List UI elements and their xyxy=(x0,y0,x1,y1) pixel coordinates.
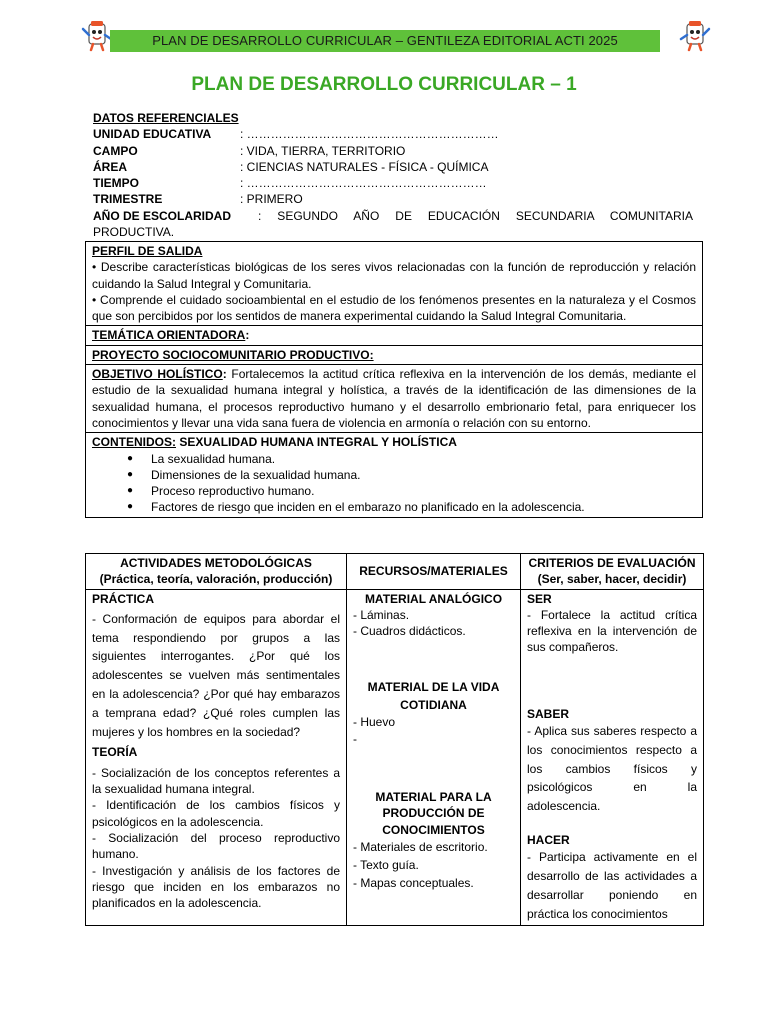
teoria-item: - Socialización del proceso reproductivo humano. xyxy=(92,830,340,862)
ref-row-campo: CAMPO : VIDA, TIERRA, TERRITORIO xyxy=(93,143,406,158)
produccion-heading: MATERIAL PARA LA PRODUCCIÓN DE CONOCIMIENTOS xyxy=(375,790,492,837)
ref-row-anio: AÑO DE ESCOLARIDAD : SEGUNDO AÑO DE EDUCACIÓN SECUNDARIA COMUNITARIA xyxy=(93,208,693,223)
teoria-heading: TEORÍA xyxy=(92,745,138,760)
refs-heading: DATOS REFERENCIALES xyxy=(93,111,239,125)
mascot-logo-right-icon xyxy=(678,18,712,52)
hacer-text: - Participa activamente en el desarrollo de las actividades a desarrollar poniendo en práctica los conocimientos xyxy=(527,850,697,921)
col-header-recursos: RECURSOS/MATERIALES xyxy=(347,554,521,590)
list-item: ● Factores de riesgo que inciden en el embarazo no planificado en la adolescencia. xyxy=(127,499,696,515)
datos-referenciales xyxy=(93,110,693,240)
analogico-heading: MATERIAL ANALÓGICO xyxy=(364,591,503,606)
recurso-item: - Huevo xyxy=(353,715,396,730)
practica-heading: PRÁCTICA xyxy=(92,591,154,606)
criterios-cell xyxy=(521,589,704,925)
col-header-actividades: ACTIVIDADES METODOLÓGICAS (Práctica, teoría, valoración, producción) xyxy=(86,554,347,590)
perfil-heading: PERFIL DE SALIDA xyxy=(92,244,203,258)
hacer-heading: HACER xyxy=(527,833,570,848)
teoria-item: - Identificación de los cambios físicos y psicológicos en la adolescencia. xyxy=(92,798,340,829)
cotidiana-heading: MATERIAL DE LA VIDA COTIDIANA xyxy=(367,680,500,712)
practica-text: - Conformación de equipos para abordar el tema respondiendo por grupos a las siguientes interrogantes. ¿Por qué los adolescentes se vuelven más sentimentales en la adolescencia? ¿Por qué hay embarazos a temprana edad? ¿Qué roles cumplen las mujeres y los hombres en la sociedad? xyxy=(92,611,340,739)
teoria-item: - Socialización de los conceptos referentes a la sexualidad humana integral. xyxy=(92,765,340,797)
recursos-cell xyxy=(347,589,521,925)
ref-row-trimestre: TRIMESTRE : PRIMERO xyxy=(93,192,303,207)
activities-table xyxy=(85,553,704,926)
page-title: PLAN DE DESARROLLO CURRICULAR – 1 xyxy=(191,74,577,95)
recurso-item: - Mapas conceptuales. xyxy=(353,875,474,890)
list-item: ● Proceso reproductivo humano. xyxy=(127,483,696,499)
objetivo-cell: OBJETIVO HOLÍSTICO: Fortalecemos la actitud crítica reflexiva en la intervención de los demás, mediante el estudio de la sexualidad humana integral y holística, a través de la identificación de las dimensiones de la sexualidad humana, el procesos reproductivo humano y el desarrollo embrionario fetal, para enriquecer los conocimientos y llevar una vida sana fuera de violencia en armonía o relación con su entorno. xyxy=(86,365,703,433)
ref-row-tiempo: TIEMPO : …………………………………………………… xyxy=(93,176,487,191)
perfil-item: • Comprende el cuidado socioambiental en el estudio de los fenómenos presentes en la naturaleza y el Cosmos que son percibidos por los sentidos de manera experimental cuidando la Salud Integral Comunitaria. xyxy=(92,292,696,324)
ref-row-area: ÁREA : CIENCIAS NATURALES - FÍSICA - QUÍMICA xyxy=(93,159,489,174)
actividades-cell xyxy=(86,589,347,925)
contenidos-list xyxy=(92,451,696,516)
tematica-cell: TEMÁTICA ORIENTADORA: xyxy=(86,326,703,345)
recurso-item: - xyxy=(353,731,357,746)
recurso-item: - Materiales de escritorio. xyxy=(353,839,488,854)
list-item: ● Dimensiones de la sexualidad humana. xyxy=(127,467,696,483)
teoria-item: - Investigación y análisis de los factores de riesgo que inciden en los embarazos no planificados en la adolescencia. xyxy=(92,863,340,911)
contenidos-cell: CONTENIDOS: SEXUALIDAD HUMANA INTEGRAL Y HOLÍSTICA ● La sexualidad humana. ● Dimensiones de la sexualidad humana. ● Proceso reproductivo humano. ● Factores de riesgo que inciden en el embarazo no planificado en la adolescencia. xyxy=(86,433,703,517)
plan-table xyxy=(85,241,703,518)
recurso-item: - Texto guía. xyxy=(353,857,419,872)
saber-text: - Aplica sus saberes respecto a los conocimientos respecto a los cambios físicos y psicológicos en la adolescencia. xyxy=(527,724,697,814)
recurso-item: - Láminas. xyxy=(353,607,410,622)
ser-heading: SER xyxy=(527,591,552,606)
perfil-cell xyxy=(86,242,703,326)
ser-text: - Fortalece la actitud crítica reflexiva en la intervención de sus compañeros. xyxy=(527,607,697,655)
saber-heading: SABER xyxy=(527,706,570,721)
list-item: ● La sexualidad humana. xyxy=(127,451,696,467)
ref-anio-cont: PRODUCTIVA. xyxy=(93,225,175,240)
proyecto-cell: PROYECTO SOCIOCOMUNITARIO PRODUCTIVO: xyxy=(86,345,703,364)
recurso-item: - Cuadros didácticos. xyxy=(353,624,466,639)
ref-row-unidad: UNIDAD EDUCATIVA : ……………………………………………………… xyxy=(93,127,499,142)
header-banner: PLAN DE DESARROLLO CURRICULAR – GENTILEZA EDITORIAL ACTI 2025 xyxy=(110,30,660,52)
col-header-criterios: CRITERIOS DE EVALUACIÓN (Ser, saber, hacer, decidir) xyxy=(521,554,704,590)
perfil-item: • Describe características biológicas de los seres vivos relacionadas con la función de reproducción y relación cuidando la Salud Integral y Comunitaria. xyxy=(92,260,696,291)
mascot-logo-left-icon xyxy=(80,18,114,52)
